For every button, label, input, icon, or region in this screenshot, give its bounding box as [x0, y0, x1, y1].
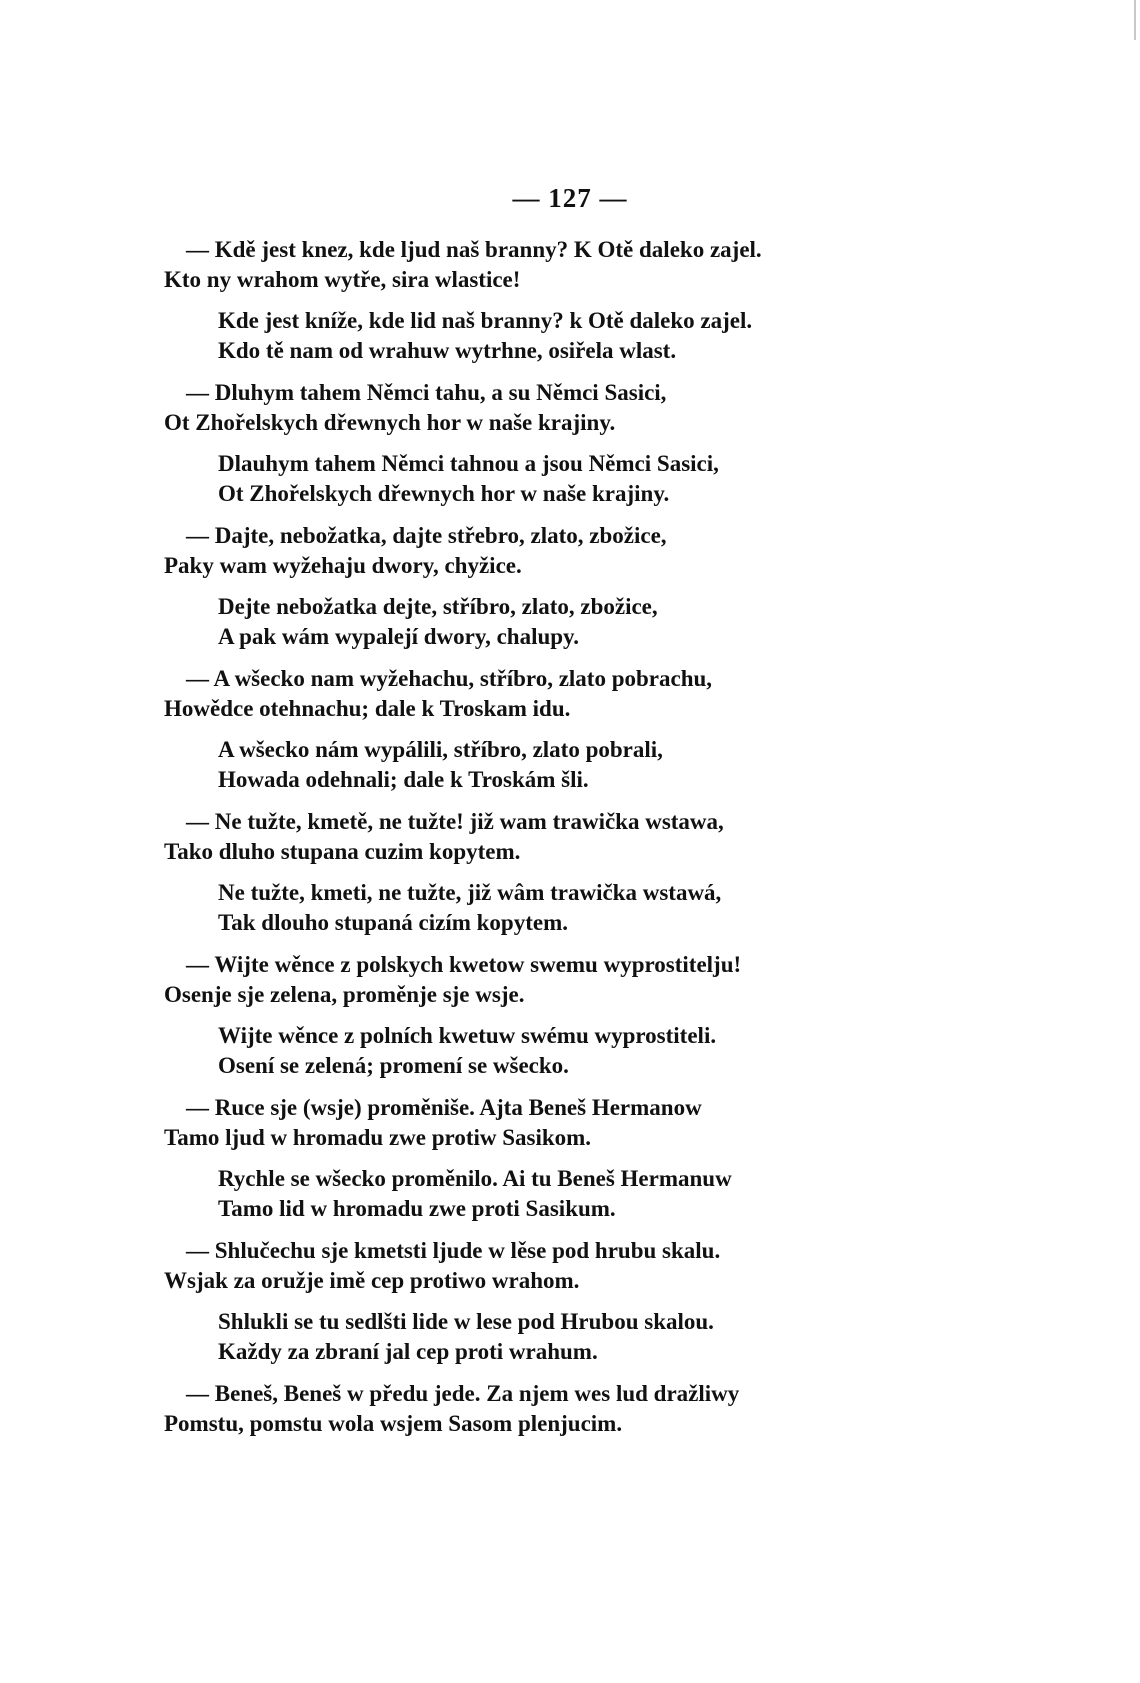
verse-line: — Shlučechu sje kmetsti ljude w lěse pod hrubu skalu.: [186, 1238, 721, 1263]
stanza-modern: [164, 735, 824, 795]
verse-line: Dlauhym tahem Němci tahnou a jsou Němci Sasici,: [218, 451, 719, 476]
verse-line: Dejte nebožatka dejte, stříbro, zlato, zbožice,: [218, 594, 658, 619]
stanza-modern: [164, 878, 824, 938]
stanza-original: [164, 235, 824, 295]
stanza-modern: [164, 1164, 824, 1224]
verse-line: Shlukli se tu sedlšti lide w lese pod Hrubou skalou.: [218, 1309, 714, 1334]
verse-line: A pak wám wypalejí dwory, chalupy.: [218, 624, 580, 649]
stanza-original: [164, 521, 824, 581]
verse-line: Ot Zhořelskych dřewnych hor w naše krajiny.: [218, 481, 670, 506]
stanza-original: [164, 664, 824, 724]
verse-line: Osenje sje zelena, proměnje sje wsje.: [164, 982, 525, 1007]
verse-line: Tako dluho stupana cuzim kopytem.: [164, 839, 521, 864]
stanza-original: [164, 807, 824, 867]
verse-line: Tamo lid w hromadu zwe proti Sasikum.: [218, 1196, 616, 1221]
verse-line: Tamo ljud w hromadu zwe protiw Sasikom.: [164, 1125, 592, 1150]
verse-line: Tak dlouho stupaná cizím kopytem.: [218, 910, 568, 935]
verse-line: Wsjak za oružje imě cep protiwo wrahom.: [164, 1268, 580, 1293]
stanza-original: [164, 950, 824, 1010]
verse-line: — Dluhym tahem Němci tahu, a su Němci Sasici,: [186, 380, 667, 405]
verse-line: Howědce otehnachu; dale k Troskam idu.: [164, 696, 571, 721]
stanza-original: [164, 378, 824, 438]
verse-line: A wšecko nám wypálili, stříbro, zlato pobrali,: [218, 737, 663, 762]
stanza-modern: [164, 449, 824, 509]
verse-line: Kto ny wrahom wytře, sira wlastice!: [164, 267, 521, 292]
verse-line: Rychle se wšecko proměnilo. Ai tu Beneš Hermanuw: [218, 1166, 732, 1191]
stanza-modern: [164, 1307, 824, 1367]
verse-line: — Ne tužte, kmetě, ne tužte! již wam trawička wstawa,: [186, 809, 724, 834]
verse-line: — Ruce sje (wsje) proměniše. Ajta Beneš Hermanow: [186, 1095, 702, 1120]
verse-line: Kdo tě nam od wrahuw wytrhne, osiřela wlast.: [218, 338, 677, 363]
verse-line: — Wijte wěnce z polskych kwetow swemu wyprostitelju!: [186, 952, 742, 977]
verse-line: Paky wam wyžehaju dwory, chyžice.: [164, 553, 522, 578]
stanza-modern: [164, 592, 824, 652]
scan-edge-mark: [1134, 0, 1136, 40]
verse-line: Pomstu, pomstu wola wsjem Sasom plenjucim.: [164, 1411, 623, 1436]
verse-line: Ne tužte, kmeti, ne tužte, již wâm trawička wstawá,: [218, 880, 722, 905]
verse-line: Ot Zhořelskych dřewnych hor w naše krajiny.: [164, 410, 616, 435]
verse-line: Wijte wěnce z polních kwetuw swému wyprostiteli.: [218, 1023, 717, 1048]
verse-line: — Dajte, nebožatka, dajte střebro, zlato, zbožice,: [186, 523, 667, 548]
verse-line: Každy za zbraní jal cep proti wrahum.: [218, 1339, 598, 1364]
poem-text: [164, 235, 824, 1450]
verse-line: — Kdě jest knez, kde ljud naš branny? K Otě daleko zajel.: [186, 237, 762, 262]
stanza-modern: [164, 1021, 824, 1081]
verse-line: — Beneš, Beneš w předu jede. Za njem wes lud dražliwy: [186, 1381, 740, 1406]
verse-line: Howada odehnali; dale k Troskám šli.: [218, 767, 589, 792]
stanza-original: [164, 1236, 824, 1296]
verse-line: — A wšecko nam wyžehachu, stříbro, zlato pobrachu,: [186, 666, 713, 691]
stanza-modern: [164, 306, 824, 366]
stanza-original: [164, 1093, 824, 1153]
verse-line: Osení se zelená; promení se wšecko.: [218, 1053, 569, 1078]
page-number: — 127 —: [512, 183, 628, 213]
stanza-original: [164, 1379, 824, 1439]
verse-line: Kde jest kníže, kde lid naš branny? k Otě daleko zajel.: [218, 308, 753, 333]
